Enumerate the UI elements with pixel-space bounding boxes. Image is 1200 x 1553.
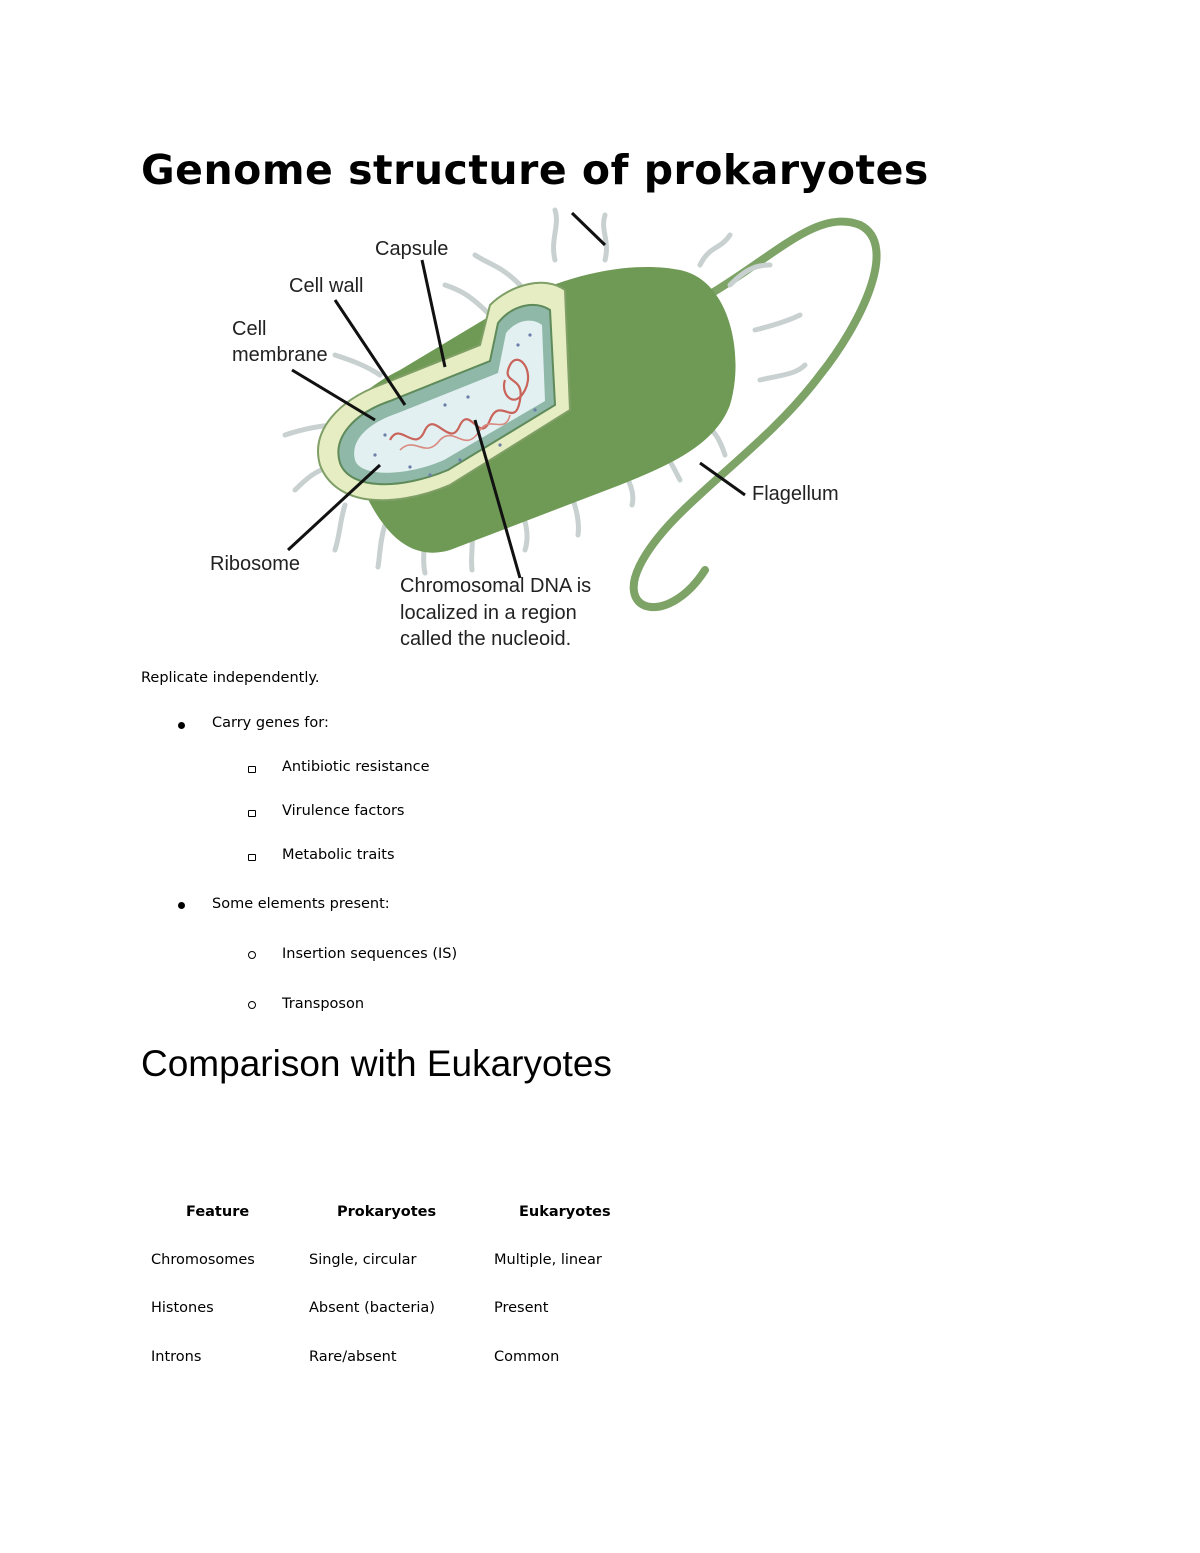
table-cell: Single, circular <box>309 1252 417 1268</box>
list-subitem: Transposon <box>282 996 365 1012</box>
table-header-prokaryotes: Prokaryotes <box>337 1204 437 1220</box>
table-header-eukaryotes: Eukaryotes <box>519 1204 611 1220</box>
table-cell: Multiple, linear <box>494 1252 602 1268</box>
cell-illustration <box>200 205 900 655</box>
table-cell: Absent (bacteria) <box>309 1300 435 1316</box>
list-subitem: Metabolic traits <box>282 847 395 863</box>
list-item-carry-genes: Carry genes for: <box>212 715 329 731</box>
square-bullet-icon <box>248 854 256 861</box>
list-subitem: Insertion sequences (IS) <box>282 946 458 962</box>
table-cell: Histones <box>151 1300 214 1316</box>
label-flagellum: Flagellum <box>752 483 839 505</box>
label-cell-membrane-2: membrane <box>232 344 328 366</box>
table-cell: Introns <box>151 1349 202 1365</box>
label-nucleoid-2: localized in a region <box>400 602 577 624</box>
table-header-feature: Feature <box>186 1204 250 1220</box>
circle-bullet-icon <box>248 1001 256 1009</box>
label-capsule: Capsule <box>375 238 449 260</box>
list-subitem: Virulence factors <box>282 803 405 819</box>
bullet-icon <box>178 722 185 729</box>
label-nucleoid-1: Chromosomal DNA is <box>400 575 592 597</box>
list-subitem: Antibiotic resistance <box>282 759 430 775</box>
label-ribosome: Ribosome <box>210 553 301 575</box>
table-cell: Common <box>494 1349 560 1365</box>
table-cell: Rare/absent <box>309 1349 397 1365</box>
list-item-elements-present: Some elements present: <box>212 896 390 912</box>
prokaryote-cell-diagram <box>200 205 900 655</box>
square-bullet-icon <box>248 810 256 817</box>
intro-paragraph: Replicate independently. <box>141 670 320 686</box>
bullet-icon <box>178 902 185 909</box>
section-heading-comparison: Comparison with Eukaryotes <box>141 1043 612 1084</box>
table-cell: Present <box>494 1300 549 1316</box>
label-cell-wall: Cell wall <box>289 275 364 297</box>
table-cell: Chromosomes <box>151 1252 255 1268</box>
label-nucleoid-3: called the nucleoid. <box>400 628 572 650</box>
page-title: Genome structure of prokaryotes <box>141 146 929 194</box>
circle-bullet-icon <box>248 951 256 959</box>
label-cell-membrane-1: Cell <box>232 318 267 340</box>
square-bullet-icon <box>248 766 256 773</box>
